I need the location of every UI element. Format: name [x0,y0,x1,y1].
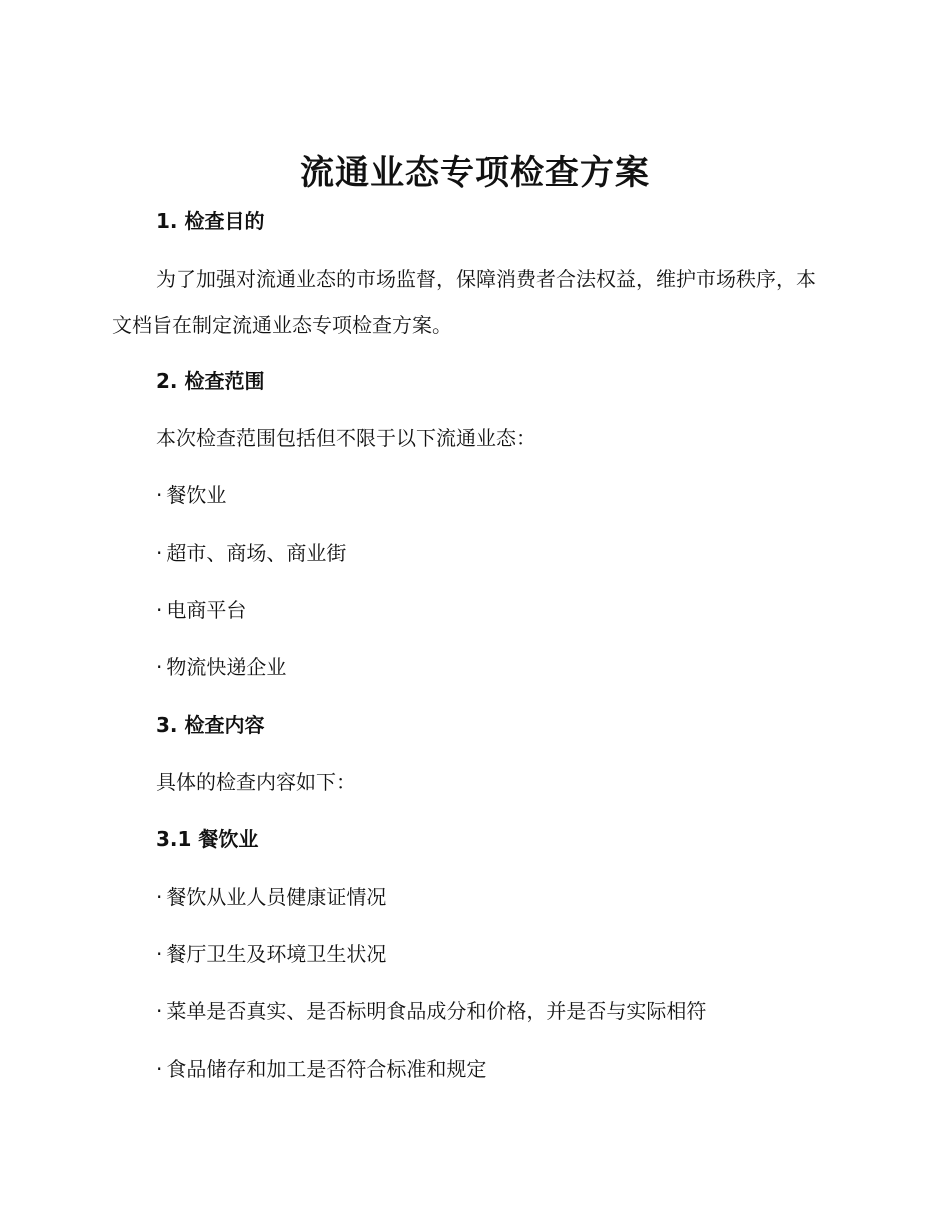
section-1-heading: 1. 检查目的 [156,209,265,233]
section-3-heading: 3. 检查内容 [156,713,265,737]
catering-check-item: · 餐饮从业人员健康证情况 [156,882,386,912]
section-1-paragraph: 为了加强对流通业态的市场监督，保障消费者合法权益，维护市场秩序，本文档旨在制定流通业态专项检查方案。 [112,267,816,337]
scope-list-item: · 超市、商场、商业街 [156,538,346,568]
section-2-heading: 2. 检查范围 [156,369,265,393]
scope-list-item: · 电商平台 [156,595,246,625]
scope-list-item: · 物流快递企业 [156,652,286,682]
section-3-1-heading: 3.1 餐饮业 [156,827,259,851]
scope-list-item: · 餐饮业 [156,480,226,510]
section-2-intro: 本次检查范围包括但不限于以下流通业态： [156,426,536,450]
catering-check-item: · 食品储存和加工是否符合标准和规定 [156,1054,486,1084]
catering-check-item: · 餐厅卫生及环境卫生状况 [156,939,386,969]
catering-check-item: · 菜单是否真实、是否标明食品成分和价格，并是否与实际相符 [156,996,706,1026]
document-title: 流通业态专项检查方案 [300,153,650,193]
section-3-intro: 具体的检查内容如下： [156,770,356,794]
